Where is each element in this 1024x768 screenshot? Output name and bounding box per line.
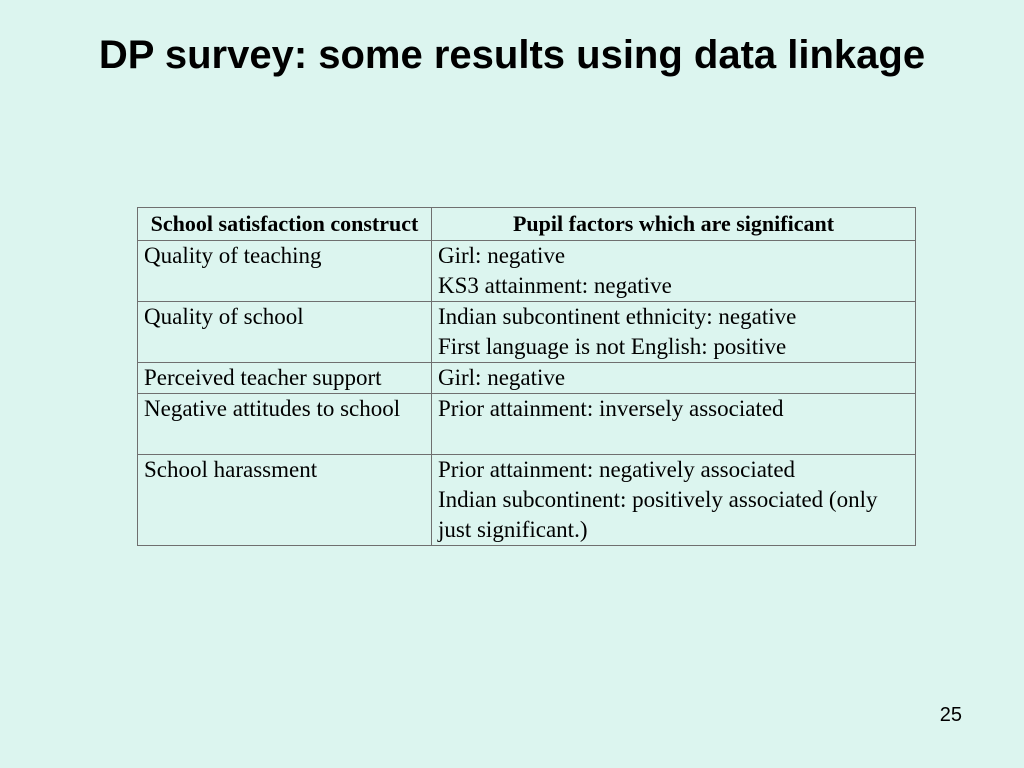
construct-cell: Negative attitudes to school xyxy=(138,394,432,455)
table-row xyxy=(138,394,916,455)
factor-line: Prior attainment: negatively associated xyxy=(438,457,796,482)
construct-cell: Perceived teacher support xyxy=(138,363,432,394)
factors-cell xyxy=(432,394,916,455)
construct-cell: Quality of school xyxy=(138,302,432,363)
table-row xyxy=(138,363,916,394)
slide-title: DP survey: some results using data linkage xyxy=(98,33,926,77)
table-header-row xyxy=(138,208,916,241)
construct-cell: School harassment xyxy=(138,455,432,546)
factors-cell xyxy=(432,241,916,302)
factor-line: Girl: negative xyxy=(438,365,566,390)
header-construct: School satisfaction construct xyxy=(138,208,432,241)
factor-line: Indian subcontinent: positively associated (only just significant.) xyxy=(438,487,878,542)
header-factors: Pupil factors which are significant xyxy=(432,208,916,241)
factors-cell xyxy=(432,363,916,394)
factor-line: First language is not English: positive xyxy=(438,334,787,359)
factor-line: Prior attainment: inversely associated xyxy=(438,396,784,421)
factor-line: Indian subcontinent ethnicity: negative xyxy=(438,304,797,329)
construct-cell: Quality of teaching xyxy=(138,241,432,302)
factor-line: Girl: negative xyxy=(438,243,566,268)
results-table xyxy=(137,207,916,546)
table-row xyxy=(138,241,916,302)
table-row xyxy=(138,455,916,546)
factors-cell xyxy=(432,455,916,546)
factor-line: KS3 attainment: negative xyxy=(438,273,672,298)
table-row xyxy=(138,302,916,363)
factors-cell xyxy=(432,302,916,363)
page-number: 25 xyxy=(939,704,962,726)
